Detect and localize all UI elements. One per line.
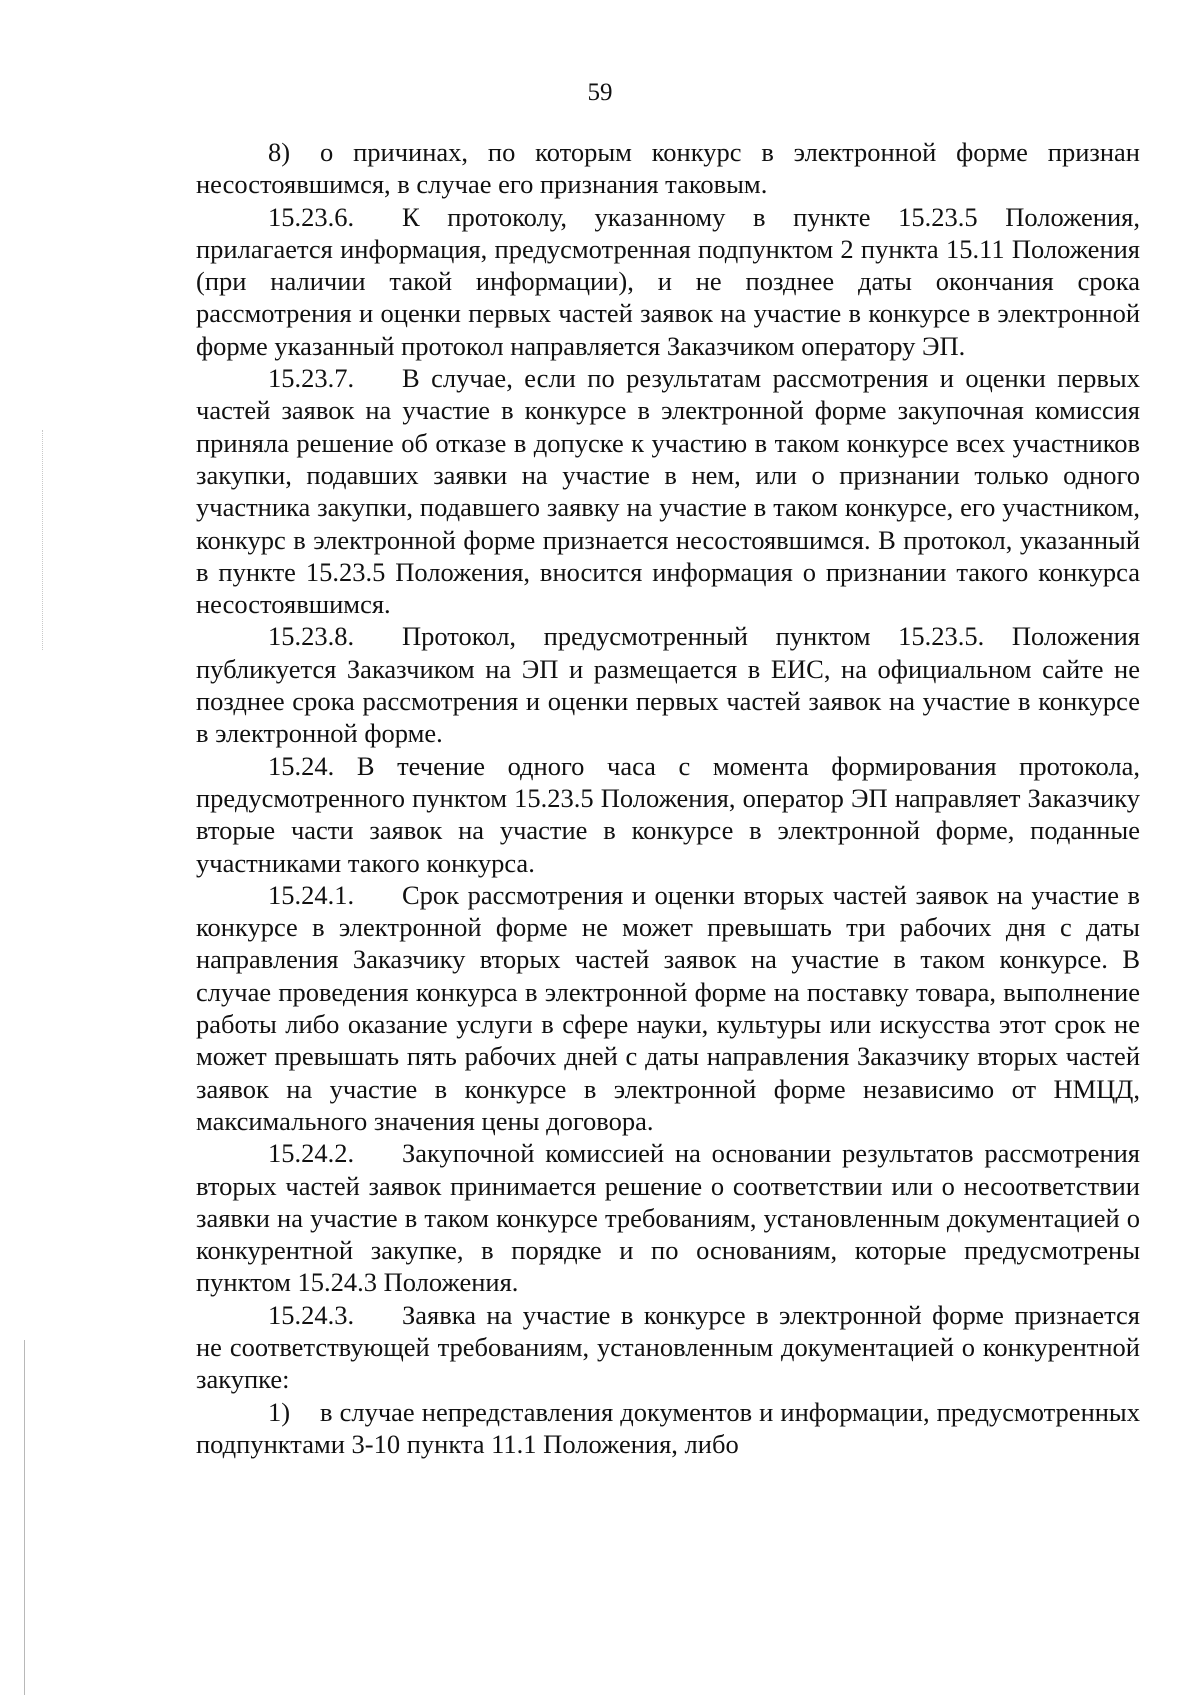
item-number: 15.24.1. (268, 879, 355, 910)
paragraph-text: Протокол, предусмотренный пунктом 15.23.5. Положения публикуется Заказчиком на ЭП и размещается в ЕИС, на официальном сайте не позднее срока рассмотрения и оценки первых частей заявок на участие в конкурсе в электронной форме. (196, 621, 1140, 749)
paragraph-text: В случае, если по результатам рассмотрения и оценки первых частей заявок на участие в конкурсе в электронной форме закупочная комиссия приняла решение об отказе в допуске к участию в таком конкурсе всех участников закупки, подавших заявки на участие в нем, или о признании только одного участника закупки, подавшего заявку на участие в таком конкурсе, его участником, конкурс в электронной форме признается несостоявшимся. В протокол, указанный в пункте 15.23.5 Положения, вносится информация о признании такого конкурса несостоявшимся. (196, 363, 1140, 620)
item-number: 15.24.3. (268, 1299, 355, 1330)
item-number: 15.23.7. (268, 363, 355, 394)
paragraph-text: Срок рассмотрения и оценки вторых частей заявок на участие в конкурсе в электронной форме не может превышать три рабочих дня с даты направления Заказчику вторых частей заявок на участие в таком конкурсе. В случае проведения конкурса в электронной форме на поставку товара, выполнение работы либо оказание услуги в сфере науки, культуры или искусства этот срок не может превышать пять рабочих дней с даты направления Заказчику вторых частей заявок на участие в конкурсе в электронной форме независимо от НМЦД, максимального значения цены договора. (196, 879, 1140, 1136)
paragraph-15-24-3 (196, 1299, 1140, 1396)
paragraph-15-24-2 (196, 1137, 1140, 1298)
page-number: 59 (587, 79, 613, 106)
item-number: 15.23.6. (268, 201, 355, 232)
paragraph-text: Закупочной комиссией на основании результатов рассмотрения вторых частей заявок принимается решение о соответствии или о несоответствии заявки на участие в таком конкурсе требованиям, установленным документацией о конкурентной закупке, в порядке и по основаниям, которые предусмотрены пунктом 15.24.3 Положения. (196, 1138, 1140, 1298)
paragraph-8 (196, 136, 1140, 201)
scan-artifact (42, 430, 44, 650)
paragraph-15-24 (196, 750, 1140, 879)
paragraph-15-24-1 (196, 879, 1140, 1137)
paragraph-text: 15.24. В течение одного часа с момента формирования протокола, предусмотренного пунктом 15.23.5 Положения, оператор ЭП направляет Заказчику вторые части заявок на участие в конкурсе в электронной форме, поданные участниками такого конкурса. (196, 750, 1140, 878)
item-number: 1) (268, 1396, 291, 1427)
paragraph-15-23-6 (196, 201, 1140, 362)
paragraph-text: Заявка на участие в конкурсе в электронной форме признается не соответствующей требованиям, установленным документацией о конкурентной закупке: (196, 1299, 1140, 1395)
item-number: 15.24.2. (268, 1138, 355, 1169)
scan-edge-line (24, 1340, 25, 1695)
paragraph-text: К протоколу, указанному в пункте 15.23.5 Положения, прилагается информация, предусмотренная подпунктом 2 пункта 15.11 Положения (при наличии такой информации), и не позднее даты окончания срока рассмотрения и оценки первых частей заявок на участие в конкурсе в электронной форме указанный протокол направляется Заказчиком оператору ЭП. (196, 201, 1140, 361)
paragraph-1 (196, 1396, 1140, 1461)
item-number: 15.23.8. (268, 621, 355, 652)
paragraph-15-23-8 (196, 620, 1140, 749)
document-body (196, 136, 1140, 1460)
paragraph-text: в случае непредставления документов и информации, предусмотренных подпунктами 3-10 пункта 11.1 Положения, либо (196, 1396, 1140, 1459)
paragraph-text: о причинах, по которым конкурс в электронной форме признан несостоявшимся, в случае его признания таковым. (196, 137, 1140, 200)
paragraph-15-23-7 (196, 362, 1140, 620)
item-number: 8) (268, 137, 291, 167)
